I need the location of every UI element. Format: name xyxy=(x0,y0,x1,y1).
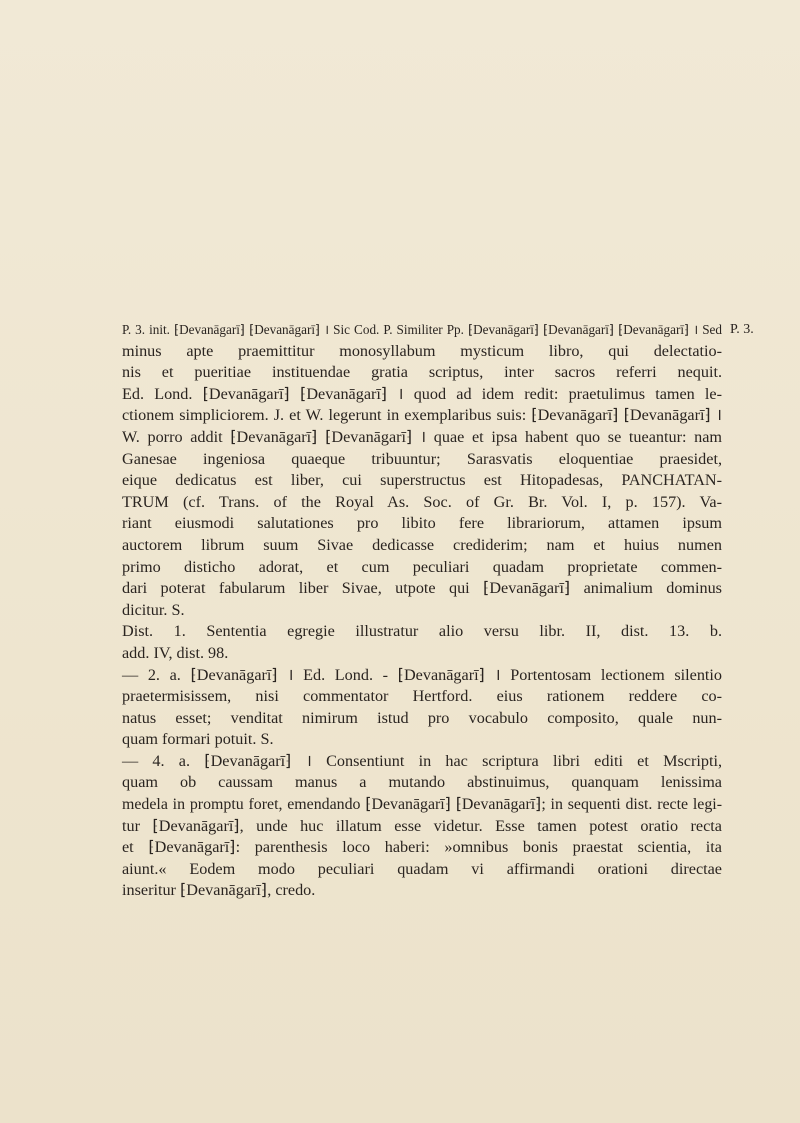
text-line: P. 3. init. ⁅Devanāgarī⁆ ⁅Devanāgarī⁆ । Sic Cod. P. Similiter Pp. ⁅Devanāgarī⁆ ⁅Devanāgarī⁆ ⁅Devanāgarī⁆ । Sed xyxy=(122,322,722,337)
text-line: add. IV, dist. 98. xyxy=(122,643,229,662)
text-line: dari poterat fabularum liber Sivae, utpote qui ⁅Devanāgarī⁆ animalium dominus xyxy=(122,579,722,598)
text-line: Dist. 1. Sententia egregie illustratur alio versu libr. II, dist. 13. b. xyxy=(122,622,722,641)
text-line: aiunt.« Eodem modo peculiari quadam vi affirmandi orationi directae xyxy=(122,859,722,878)
text-line: W. porro addit ⁅Devanāgarī⁆ ⁅Devanāgarī⁆ । quae et ipsa habent quo se tueantur: nam xyxy=(122,427,722,446)
text-line: Ganesae ingeniosa quaeque tribuuntur; Sarasvatis eloquentiae praesidet, xyxy=(122,449,722,468)
text-line: quam formari potuit. S. xyxy=(122,730,274,749)
text-line: inseritur ⁅Devanāgarī⁆, credo. xyxy=(122,881,316,900)
text-line: et ⁅Devanāgarī⁆: parenthesis loco haberi: »omnibus bonis praestat scientia, ita xyxy=(122,838,722,857)
text-line: nis et pueritiae instituendae gratia scriptus, inter sacros referri nequit. xyxy=(122,363,722,382)
text-line: dicitur. S. xyxy=(122,600,185,619)
text-line: auctorem librum suum Sivae dedicasse crediderim; nam et huius numen xyxy=(122,535,722,554)
text-line: tur ⁅Devanāgarī⁆, unde huc illatum esse videtur. Esse tamen potest oratio recta xyxy=(122,816,722,835)
text-line: ctionem simpliciorem. J. et W. legerunt in exemplaribus suis: ⁅Devanāgarī⁆ ⁅Devanāgarī⁆ । xyxy=(122,406,722,425)
text-line: medela in promptu foret, emendando ⁅Devanāgarī⁆ ⁅Devanāgarī⁆; in sequenti dist. recte legi- xyxy=(122,796,722,814)
text-line: eique dedicatus est liber, cui superstructus est Hitopadesas, PANCHATAN- xyxy=(122,471,722,490)
text-line: praetermisissem, nisi commentator Hertford. eius rationem reddere co- xyxy=(122,687,722,706)
text-line: — 2. a. ⁅Devanāgarī⁆ । Ed. Lond. - ⁅Devanāgarī⁆ । Portentosam lectionem silentio xyxy=(122,665,722,684)
text-line: primo disticho adorat, et cum peculiari quadam proprietate commen- xyxy=(122,557,722,576)
text-line: quam ob caussam manus a mutando abstinuimus, quanquam lenissima xyxy=(122,773,722,792)
text-line: minus apte praemittitur monosyllabum mysticum libro, qui delectatio- xyxy=(122,341,722,360)
commentary-text-block xyxy=(122,319,722,902)
text-line: TRUM (cf. Trans. of the Royal As. Soc. of Gr. Br. Vol. I, p. 157). Va- xyxy=(122,492,722,511)
text-line: riant eiusmodi salutationes pro libito fere librariorum, attamen ipsum xyxy=(122,514,722,533)
margin-page-reference: P. 3. xyxy=(730,322,754,337)
text-line: Ed. Lond. ⁅Devanāgarī⁆ ⁅Devanāgarī⁆ । quod ad idem redit: praetulimus tamen le- xyxy=(122,384,722,403)
text-line: — 4. a. ⁅Devanāgarī⁆ । Consentiunt in hac scriptura libri editi et Mscripti, xyxy=(122,751,722,770)
text-line: natus esset; venditat nimirum istud pro vocabulo composito, quale nun- xyxy=(122,708,722,727)
